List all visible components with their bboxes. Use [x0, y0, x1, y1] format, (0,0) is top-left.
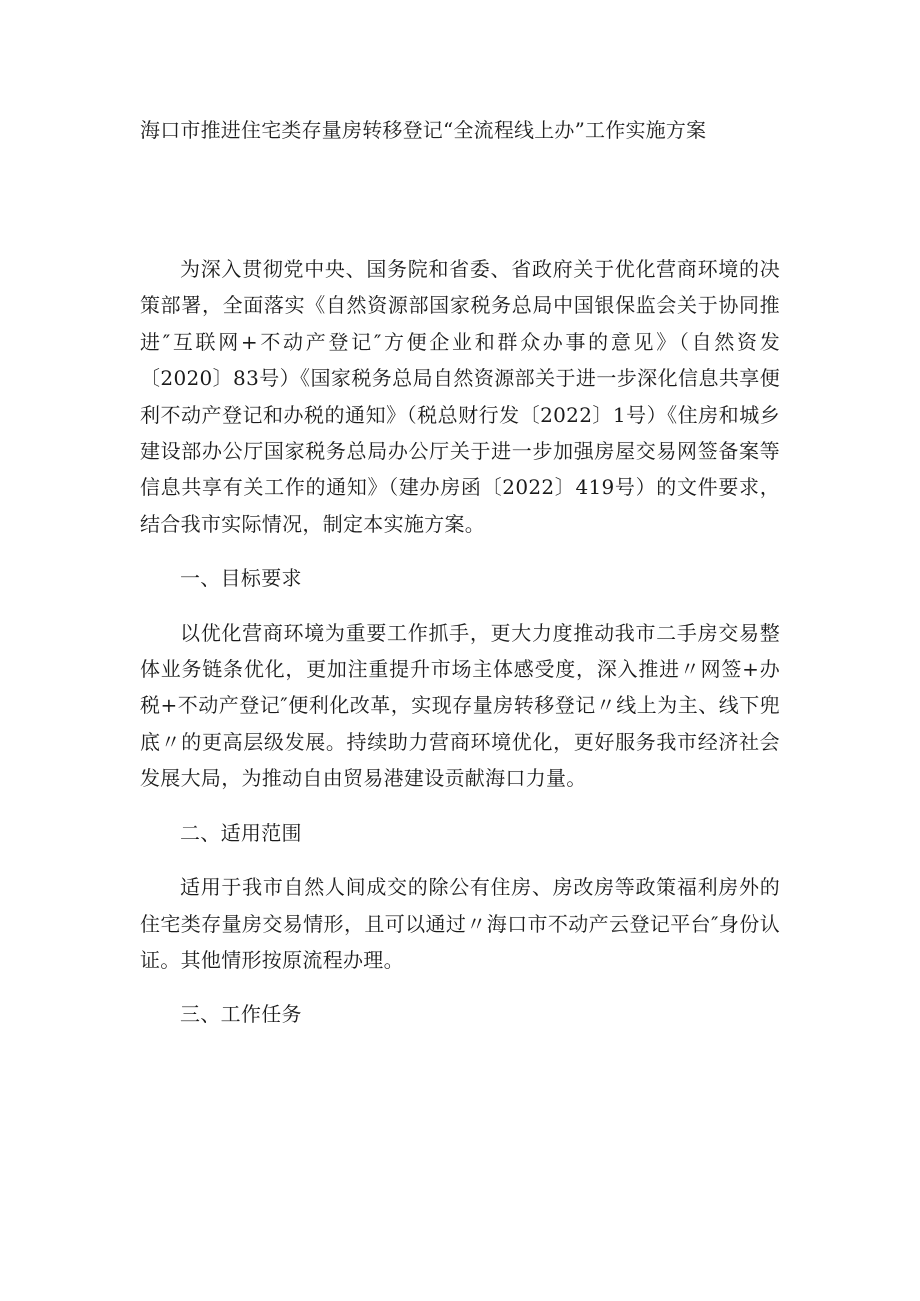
section-heading-scope: 二、适用范围 — [180, 820, 302, 845]
spacer — [140, 597, 780, 615]
spacer — [140, 797, 780, 815]
spacer — [140, 851, 780, 869]
document-title: 海口市推进住宅类存量房转移登记“全流程线上办”工作实施方案 — [140, 118, 707, 142]
spacer — [140, 542, 780, 560]
spacer — [140, 978, 780, 996]
section-paragraph-goals: 以优化营商环境为重要工作抓手，更大力度推动我市二手房交易整体业务链条优化，更加注重提升市场主体感受度，深入推进〃网签+办税+不动产登记″便利化改革，实现存量房转移登记〃线上为主、线下兜底〃的更高层级发展。持续助力营商环境优化，更好服务我市经济社会发展大局，为推动自由贸易港建设贡献海口力量。 — [140, 620, 780, 791]
section-heading-goals: 一、目标要求 — [180, 566, 302, 591]
section-paragraph-scope: 适用于我市自然人间成交的除公有住房、房改房等政策福利房外的住宅类存量房交易情形，且可以通过〃海口市不动产云登记平台″身份认证。其他情形按原流程办理。 — [140, 875, 780, 972]
intro-paragraph: 为深入贯彻党中央、国务院和省委、省政府关于优化营商环境的决策部署，全面落实《自然资源部国家税务总局中国银保监会关于协同推进″互联网+不动产登记″方便企业和群众办事的意见》（自然资发〔2020〕83号）《国家税务总局自然资源部关于进一步深化信息共享便利不动产登记和办税的通知》（税总财行发〔2022〕1号）《住房和城乡建设部办公厅国家税务总局办公厅关于进一步加强房屋交易网签备案等信息共享有关工作的通知》（建办房函〔2022〕419号）的文件要求，结合我市实际情况，制定本实施方案。 — [140, 257, 780, 536]
document-body — [140, 251, 780, 1033]
section-heading-tasks: 三、工作任务 — [180, 1002, 302, 1027]
